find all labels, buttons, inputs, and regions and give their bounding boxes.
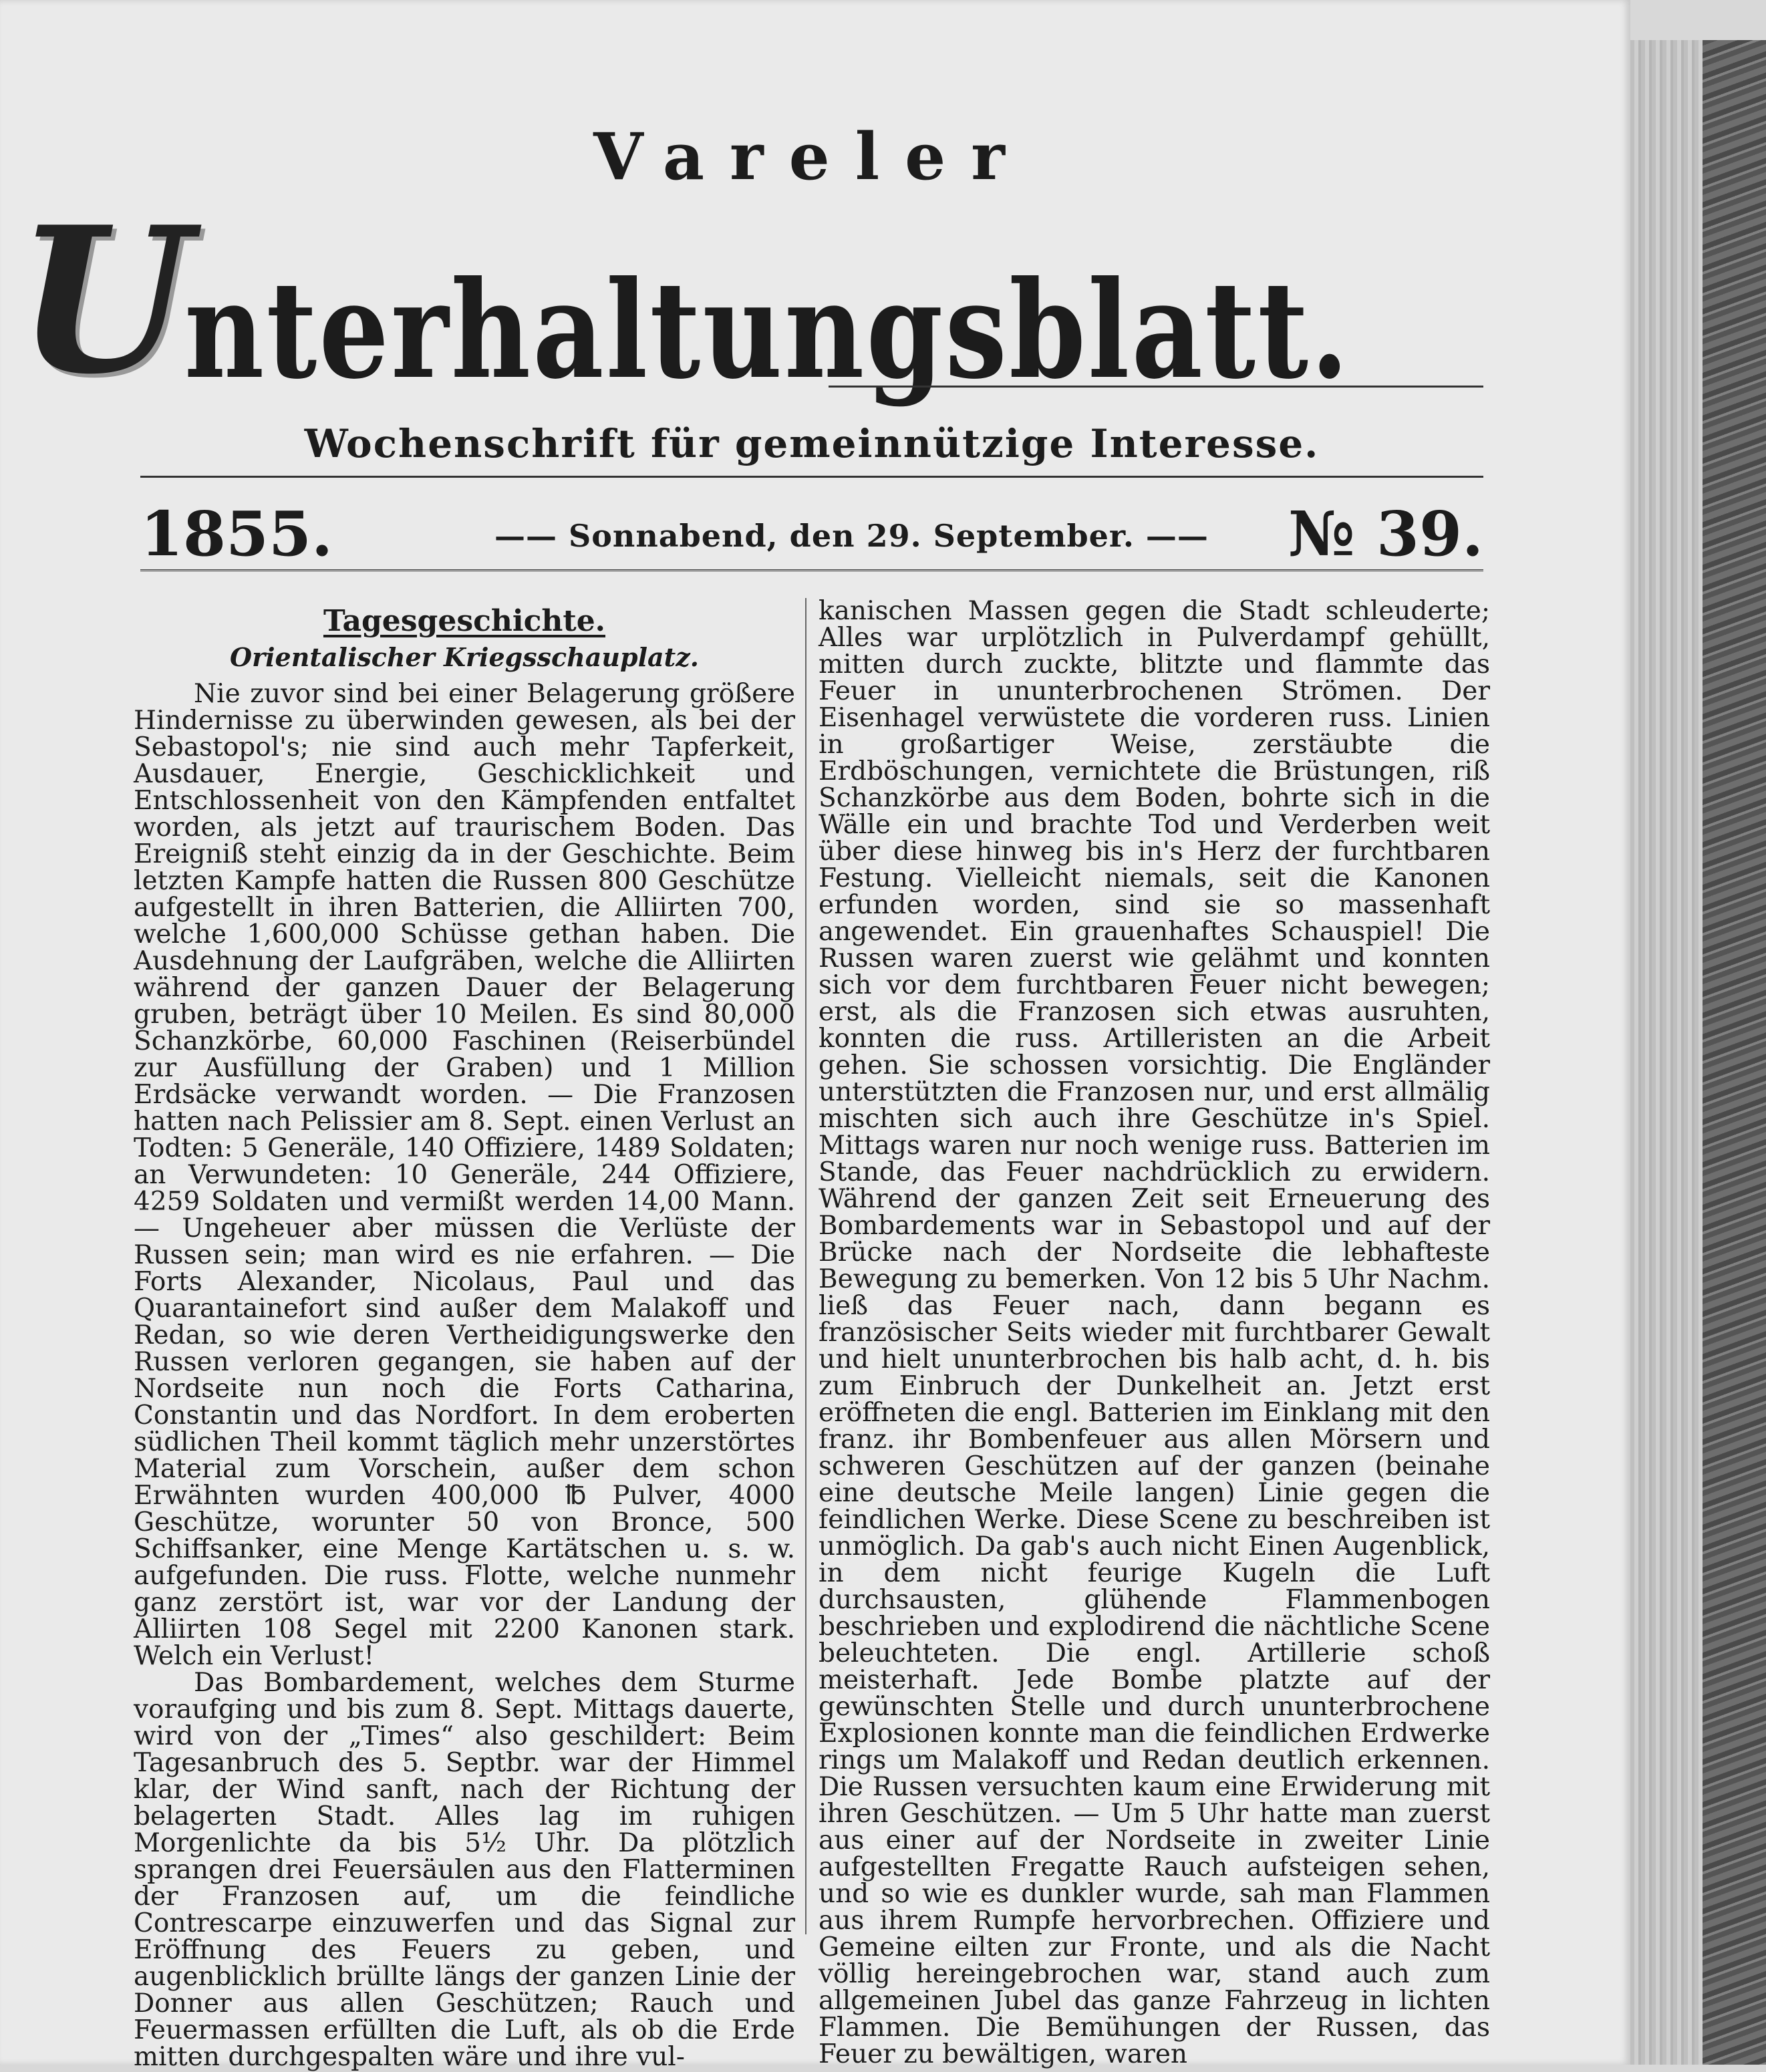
issue-number: № 39. xyxy=(1288,498,1483,570)
article-heading: Orientalischer Kriegsschauplatz. xyxy=(229,642,700,672)
masthead-title xyxy=(16,182,1483,418)
column-divider xyxy=(805,598,806,1934)
dateline-rule xyxy=(140,569,1483,574)
right-column xyxy=(819,598,1490,2068)
article-paragraph: Das Bombardement, welches dem Sturme voraufging und bis zum 8. Sept. Mittags dauerte, wird von der „Times“ also geschildert: Beim Tagesanbruch des 5. Septbr. war der Himmel klar, der Wind sanft, nach der Richtung der belagerten Stadt. Alles lag im ruhigen Morgenlichte da bis 5½ Uhr. Da plötzlich sprangen drei Feuersäulen aus den Flatterminen der Franzosen auf, um die feindliche Contrescarpe einzuwerfen und das Signal zur Eröffnung des Feuers zu geben, und augenblicklich brüllte längs der ganzen Linie der Donner aus allen Geschützen; Rauch und Feuermassen erfüllten die Luft, als ob die Erde mitten durchgespalten wäre und ihre vul- xyxy=(134,1668,795,2072)
subtitle-rule xyxy=(140,476,1483,478)
section-heading: Tagesgeschichte. xyxy=(323,604,606,638)
masthead xyxy=(16,119,1483,418)
article-paragraph: Nie zuvor sind bei einer Belagerung größere Hindernisse zu überwinden gewesen, als bei der Sebastopol's; nie sind auch mehr Tapferkeit, Ausdauer, Energie, Geschicklichkeit und Entschlossenheit von den Kämpfenden entfaltet worden, als jetzt auf traurischem Boden. Das Ereigniß steht einzig da in der Geschichte. Beim letzten Kampfe hatten die Russen 800 Geschütze aufgestellt in ihren Batterien, die Alliirten 700, welche 1,600,000 Schüsse gethan haben. Die Ausdehnung der Laufgräben, welche die Alliirten während der ganzen Dauer der Belagerung gruben, beträgt über 10 Meilen. Es sind 80,000 Schanzkörbe, 60,000 Faschinen (Reiserbündel zur Ausfüllung der Graben) und 1 Million Erdsäcke verwandt worden. — Die Franzosen hatten nach Pelissier am 8. Sept. einen Verlust an Todten: 5 Generäle, 140 Offiziere, 1489 Soldaten; an Verwundeten: 10 Generäle, 244 Offiziere, 4259 Soldaten und vermißt werden 14,00 Mann. — Ungeheuer aber müssen die Verlüste der Russen sein; man wird es nie erfahren. — Die Forts Alexander, Nicolaus, Paul und das Quarantainefort sind außer dem Malakoff und Redan, so wie deren Vertheidigungswerke den Russen verloren gegangen, sie haben auf der Nordseite nun noch die Forts Catharina, Constantin und das Nordfort. In dem eroberten südlichen Theil kommt täglich mehr unzerstörtes Material zum Vorschein, außer dem schon Erwähnten wurden 400,000 ℔ Pulver, 4000 Geschütze, worunter 50 von Bronce, 500 Schiffsanker, eine Menge Kartätschen u. s. w. aufgefunden. Die russ. Flotte, welche nunmehr ganz zerstört ist, war vor der Landung der Alliirten 108 Segel mit 2200 Kanonen stark. Welch ein Verlust! xyxy=(134,679,795,1671)
book-binding xyxy=(1630,40,1766,2065)
masthead-title-rest: nterhaltungsblatt. xyxy=(184,252,1352,409)
masthead-subtitle: Wochenschrift für gemeinnützige Interesse. xyxy=(304,421,1320,466)
article-paragraph: kanischen Massen gegen die Stadt schleuderte; Alles war urplötzlich in Pulverdampf gehüllt, mitten durch zuckte, blitzte und flammte das Feuer in ununterbrochenen Strömen. Der Eisenhagel verwüstete die vorderen russ. Linien in großartiger Weise, zerstäubte die Erdböschungen, vernichtete die Brüstungen, riß Schanzkörbe aus dem Boden, bohrte sich in die Wälle ein und brachte Tod und Verderben weit über diese hinweg bis in's Herz der furchtbaren Festung. Vielleicht niemals, seit die Kanonen erfunden worden, sind sie so massenhaft angewendet. Ein grauenhaftes Schauspiel! Die Russen waren zuerst wie gelähmt und konnten sich vor dem furchtbaren Feuer nicht bewegen; erst, als die Franzosen sich etwas ausruhten, konnten die russ. Artilleristen an die Arbeit gehen. Sie schossen vorsichtig. Die Engländer unterstützten die Franzosen nur, und erst allmälig mischten sich auch ihre Geschütze in's Spiel. Mittags waren nur noch wenige russ. Batterien im Stande, das Feuer nachdrücklich zu erwidern. Während der ganzen Zeit seit Erneuerung des Bombardements war in Sebastopol und auf der Brücke nach der Nordseite die lebhafteste Bewegung zu bemerken. Von 12 bis 5 Uhr Nachm. ließ das Feuer nach, dann begann es französischer Seits wieder mit furchtbarer Gewalt und hielt ununterbrochen bis halb acht, d. h. bis zum Einbruch der Dunkelheit an. Jetzt erst eröffneten die engl. Batterien im Einklang mit den franz. ihr Bombenfeuer aus allen Mörsern und schweren Geschützen auf der ganzen (beinahe eine deutsche Meile langen) Linie gegen die feindlichen Werke. Diese Scene zu beschreiben ist unmöglich. Da gab's auch nicht Einen Augenblick, in dem nicht feurige Kugeln die Luft durchsausten, glühende Flammenbogen beschrieben und explodirend die nächtliche Scene beleuchteten. Die engl. Artillerie schoß meisterhaft. Jede Bombe platzte auf der gewünschten Stelle und durch ununterbrochene Explosionen konnte man die feindlichen Erdwerke rings um Malakoff und Redan deutlich erkennen. Die Russen versuchten kaum eine Erwiderung mit ihren Geschützen. — Um 5 Uhr hatte man zuerst aus einer auf der Nordseite in zweiter Linie aufgestellten Fregatte Rauch aufsteigen sehen, und so wie es dunkler wurde, sah man Flammen aus ihrem Rumpfe hervorbrechen. Offiziere und Gemeine eilten zur Fronte, und als die Nacht völlig hereingebrochen war, stand auch zum allgemeinen Jubel das ganze Fahrzeug in lichten Flammen. Die Bemühungen der Russen, das Feuer zu bewältigen, waren xyxy=(819,596,1490,2069)
issue-year: 1855. xyxy=(140,498,333,570)
masthead-town: Vareler xyxy=(593,119,1030,194)
issue-date: —— Sonnabend, den 29. September. —— xyxy=(494,518,1209,554)
dateline xyxy=(140,498,1483,571)
marbled-cover xyxy=(1703,40,1766,2065)
decorative-initial: U xyxy=(16,182,192,418)
left-column xyxy=(134,598,795,2071)
masthead-rule xyxy=(829,386,1483,388)
